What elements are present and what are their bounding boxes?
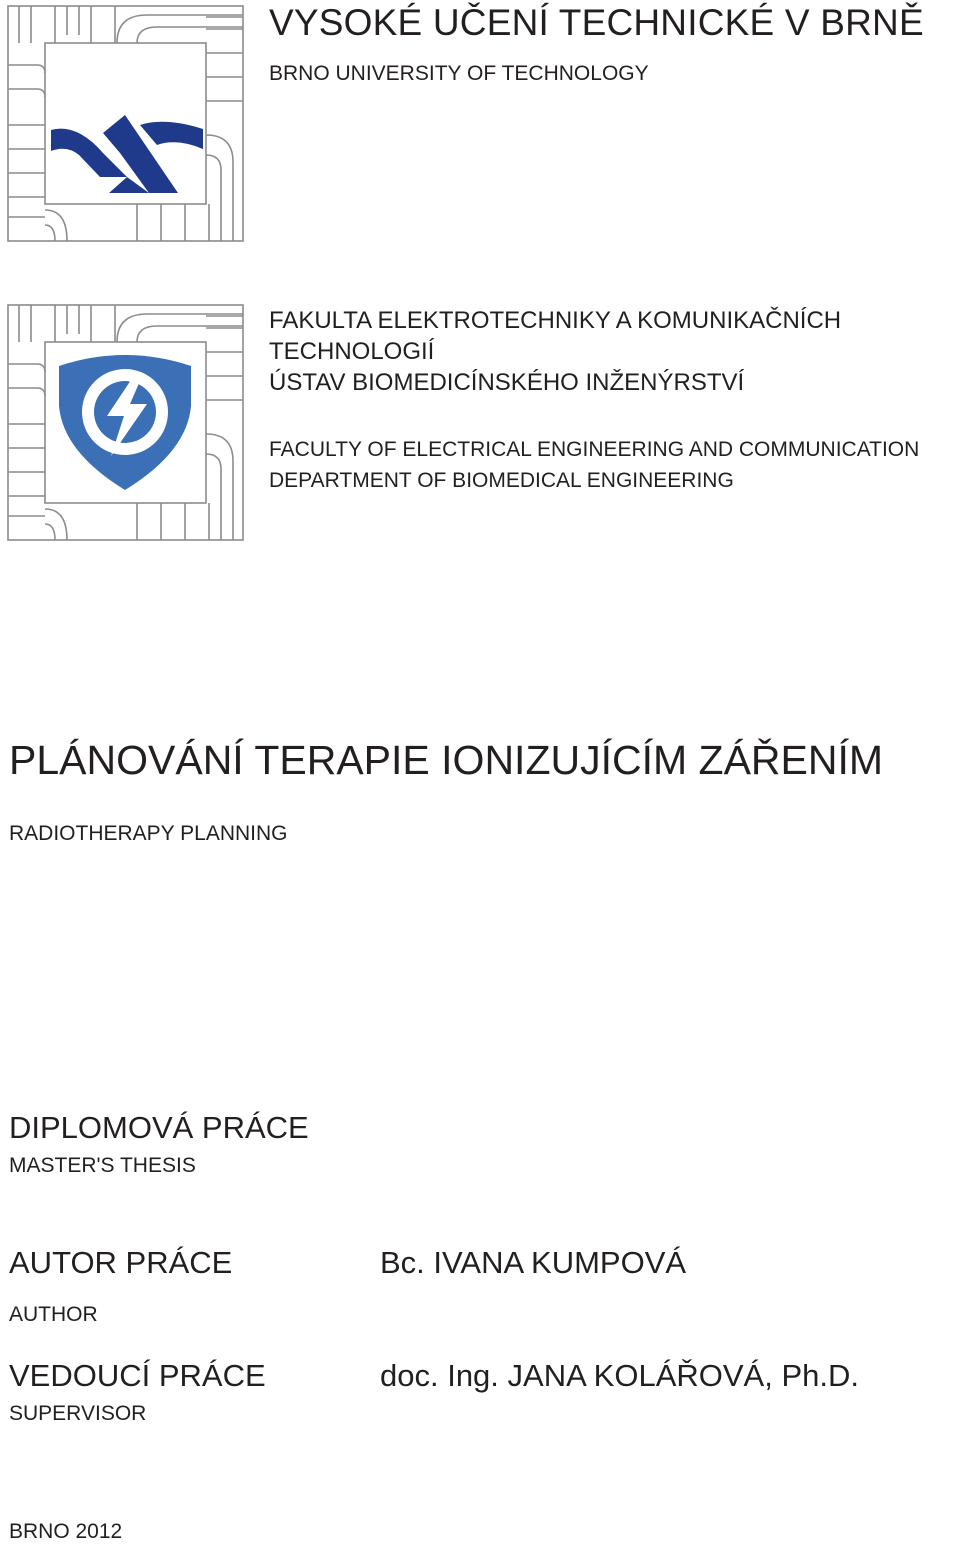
feec-lightning-shield-icon: [7, 304, 244, 541]
author-label-en: AUTHOR: [9, 1303, 98, 1326]
thesis-type-en: MASTER'S THESIS: [9, 1154, 196, 1177]
faculty-name-en: FACULTY OF ELECTRICAL ENGINEERING AND COMMUNICATION: [269, 438, 920, 461]
university-name-en: BRNO UNIVERSITY OF TECHNOLOGY: [269, 62, 649, 85]
supervisor-label-cz: VEDOUCÍ PRÁCE: [9, 1358, 266, 1393]
thesis-title-cz: PLÁNOVÁNÍ TERAPIE IONIZUJÍCÍM ZÁŘENÍM: [9, 737, 884, 783]
author-name: Bc. IVANA KUMPOVÁ: [380, 1245, 687, 1280]
faculty-department-cz: [269, 305, 841, 398]
faculty-department-en: [269, 434, 919, 496]
thesis-title-en: RADIOTHERAPY PLANNING: [9, 822, 288, 845]
supervisor-label-en: SUPERVISOR: [9, 1402, 147, 1425]
thesis-type-cz: DIPLOMOVÁ PRÁCE: [9, 1110, 309, 1145]
faculty-name-cz-line2: TECHNOLOGIÍ: [269, 338, 435, 365]
city-year: BRNO 2012: [9, 1520, 123, 1543]
author-label-cz: AUTOR PRÁCE: [9, 1245, 233, 1280]
supervisor-name: doc. Ing. JANA KOLÁŘOVÁ, Ph.D.: [380, 1358, 859, 1393]
department-name-en: DEPARTMENT OF BIOMEDICAL ENGINEERING: [269, 469, 734, 492]
university-name-cz: VYSOKÉ UČENÍ TECHNICKÉ V BRNĚ: [269, 2, 924, 43]
faculty-name-cz-line1: FAKULTA ELEKTROTECHNIKY A KOMUNIKAČNÍCH: [269, 307, 842, 334]
vut-logo-icon: [7, 5, 244, 242]
department-name-cz: ÚSTAV BIOMEDICÍNSKÉHO INŽENÝRSTVÍ: [269, 369, 745, 396]
